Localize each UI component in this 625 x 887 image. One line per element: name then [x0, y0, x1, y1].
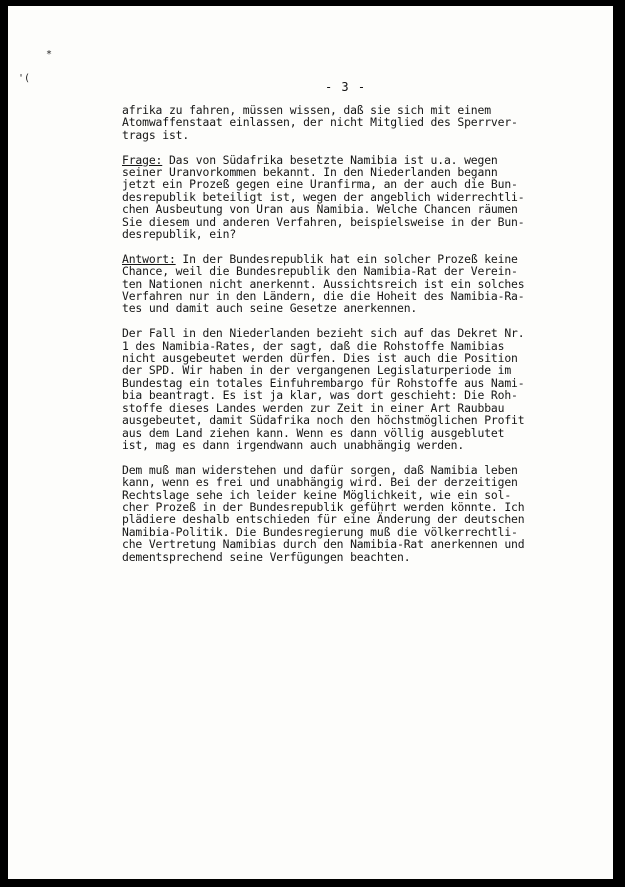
- text-line: [122, 116, 572, 128]
- scan-speck: '(: [18, 73, 31, 84]
- line-text: Atomwaffenstaat einlassen, der nicht Mitglied des Sperrver-: [122, 115, 518, 130]
- line-text: tes und damit auch seine Gesetze anerkennen.: [122, 301, 418, 316]
- line-text: Verfahren nur in den Ländern, die die Hoheit des Namibia-Ra-: [122, 289, 525, 304]
- line-text: nicht ausgebeutet werden dürfen. Dies ist auch die Position: [122, 351, 518, 366]
- line-text: Das von Südafrika besetzte Namibia ist u.a. wegen: [162, 152, 498, 167]
- line-text: Namibia-Politik. Die Bundesregierung muß die völkerrechtli-: [122, 524, 518, 539]
- page-number: - 3 -: [324, 80, 367, 94]
- paragraph: [122, 154, 572, 241]
- speaker-label: Frage:: [122, 152, 163, 167]
- text-line: [122, 129, 572, 141]
- line-text: chen Ausbeutung von Uran aus Namibia. Welche Chancen räumen: [122, 202, 518, 217]
- line-text: afrika zu fahren, müssen wissen, daß sie sich mit einem: [122, 103, 491, 117]
- line-text: der SPD. Wir haben in der vergangenen Legislaturperiode im: [122, 363, 512, 378]
- document-page: [8, 6, 613, 879]
- line-text: Sie diesem und anderen Verfahren, beispielsweise in der Bun-: [122, 214, 525, 229]
- line-text: desrepublik beteiligt ist, wegen der angeblich widerrechtli-: [122, 189, 525, 204]
- text-line: [122, 302, 572, 314]
- speaker-label: Antwort:: [122, 251, 176, 266]
- line-text: 1 des Namibia-Rates, der sagt, daß die Rohstoffe Namibias: [122, 338, 505, 353]
- line-text: desrepublik, ein?: [122, 227, 237, 242]
- line-text: cher Prozeß in der Bundesrepublik geführt werden könnte. Ich: [122, 499, 525, 514]
- line-text: Rechtslage sehe ich leider keine Möglichkeit, wie ein sol-: [122, 487, 512, 502]
- text-line: [122, 228, 572, 240]
- line-text: ten Nationen nicht anerkennt. Aussichtsreich ist ein solches: [122, 276, 525, 291]
- line-text: plädiere deshalb entschieden für eine Änderung der deutschen: [122, 512, 525, 527]
- line-text: aus dem Land ziehen kann. Wenn es dann völlig ausgeblutet: [122, 425, 505, 440]
- scan-speck: *: [46, 49, 53, 60]
- line-text: trags ist.: [122, 127, 190, 142]
- paragraph: [122, 464, 572, 563]
- line-text: che Vertretung Namibias durch den Namibia-Rat anerkennen und: [122, 537, 525, 552]
- line-text: Der Fall in den Niederlanden bezieht sich auf das Dekret Nr.: [122, 326, 525, 341]
- text-line: [122, 551, 572, 563]
- line-text: jetzt ein Prozeß gegen eine Uranfirma, an der auch die Bun-: [122, 177, 518, 192]
- body-text: [122, 104, 572, 575]
- line-text: dementsprechend seine Verfügungen beachten.: [122, 549, 411, 564]
- line-text: kann, wenn es frei und unabhängig wird. Bei der derzeitigen: [122, 475, 518, 490]
- line-text: stoffe dieses Landes werden zur Zeit in einer Art Raubbau: [122, 400, 505, 415]
- paragraph: [122, 327, 572, 451]
- line-text: Chance, weil die Bundesrepublik den Namibia-Rat der Verein-: [122, 264, 518, 279]
- paragraph: [122, 253, 572, 315]
- paragraph: [122, 104, 572, 141]
- line-text: In der Bundesrepublik hat ein solcher Prozeß keine: [175, 251, 518, 266]
- line-text: ist, mag es dann irgendwann auch unabhängig werden.: [122, 437, 465, 452]
- line-text: bia beantragt. Es ist ja klar, was dort geschieht: Die Roh-: [122, 388, 518, 403]
- line-text: ausgebeutet, damit Südafrika noch den höchstmöglichen Profit: [122, 413, 525, 428]
- line-text: Dem muß man widerstehen und dafür sorgen, daß Namibia leben: [122, 462, 518, 477]
- line-text: seiner Uranvorkommen bekannt. In den Niederlanden begann: [122, 165, 498, 180]
- line-text: Bundestag ein totales Einfuhrembargo für Rohstoffe aus Nami-: [122, 375, 525, 390]
- text-line: [122, 439, 572, 451]
